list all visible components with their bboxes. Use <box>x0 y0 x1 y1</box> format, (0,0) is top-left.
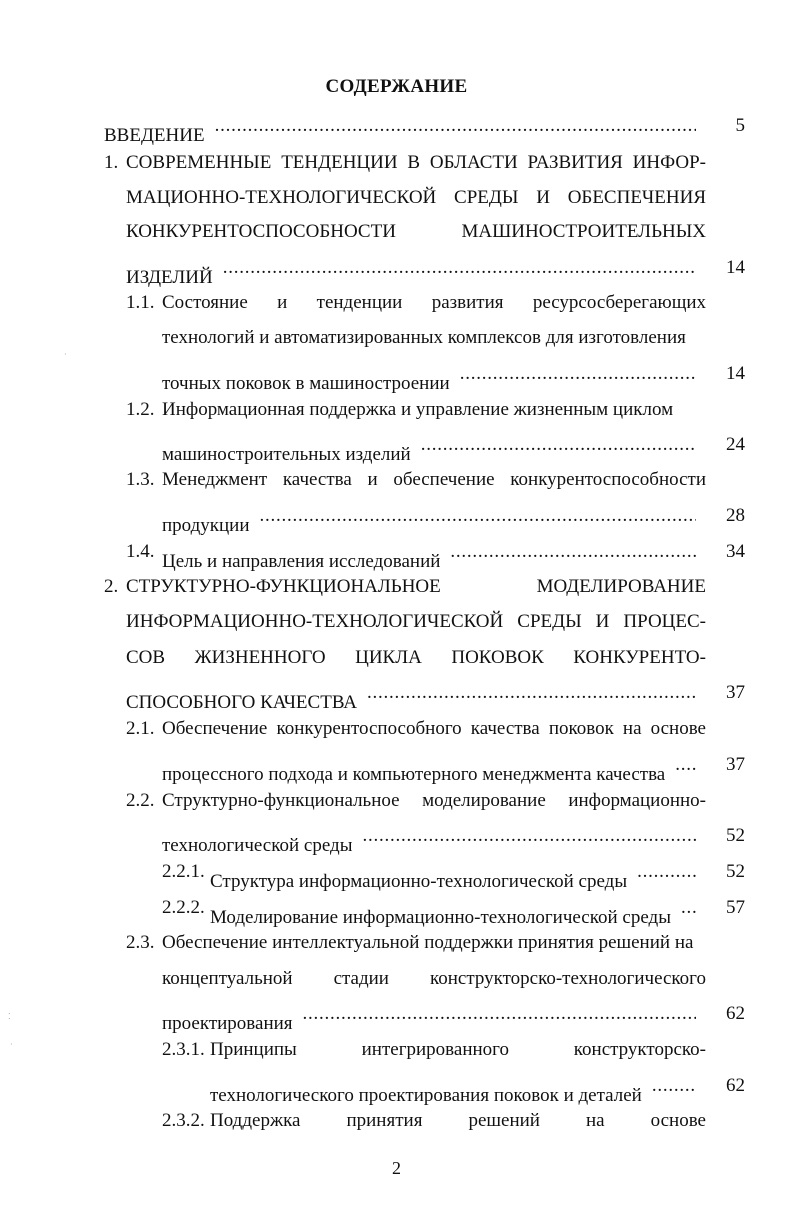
toc-line: ИЗДЕЛИЙ <box>126 267 213 288</box>
toc-entry-2-1[interactable] <box>162 750 704 785</box>
toc-page-number: 34 <box>726 541 745 562</box>
toc-line: проектирования <box>162 1013 293 1034</box>
toc-entry-1-2[interactable] <box>162 430 704 465</box>
page-title: СОДЕРЖАНИЕ <box>325 76 468 97</box>
toc-section-number: 2.2. <box>126 790 155 811</box>
toc-line: СОВ ЖИЗНЕННОГО ЦИКЛА ПОКОВОК КОНКУРЕНТО- <box>126 647 706 668</box>
toc-line: Принципы интегрированного конструкторско- <box>210 1039 706 1060</box>
toc-line: Цель и направления исследований <box>162 551 441 572</box>
dot-leader <box>421 430 696 460</box>
toc-entry-2-2-2[interactable] <box>210 893 704 928</box>
toc-line: ИНФОРМАЦИОННО-ТЕХНОЛОГИЧЕСКОЙ СРЕДЫ И ПРОЦЕС- <box>126 611 706 632</box>
scan-speck: ⁚ <box>8 1012 11 1021</box>
scan-speck: · <box>64 350 67 359</box>
toc-line: машиностроительных изделий <box>162 444 411 465</box>
toc-page-number: 14 <box>726 257 745 278</box>
toc-page-number: 57 <box>726 897 745 918</box>
toc-chapter-number: 1. <box>104 152 119 173</box>
dot-leader <box>460 359 696 389</box>
toc-subsection-number: 2.2.1. <box>162 861 205 882</box>
toc-entry-2-3[interactable] <box>162 999 704 1034</box>
toc-subsection-number: 2.3.2. <box>162 1110 205 1131</box>
dot-leader <box>652 1071 696 1101</box>
toc-page-number: 28 <box>726 505 745 526</box>
toc-line: СТРУКТУРНО-ФУНКЦИОНАЛЬНОЕ МОДЕЛИРОВАНИЕ <box>126 576 706 597</box>
toc-line: Информационная поддержка и управление жизненным циклом <box>162 399 674 420</box>
dot-leader <box>260 501 696 531</box>
toc-entry-title: ВВЕДЕНИЕ <box>104 125 205 146</box>
dot-leader <box>362 821 696 851</box>
toc-line: Обеспечение интеллектуальной поддержки принятия решений на <box>162 932 694 953</box>
toc-section-number: 1.3. <box>126 469 155 490</box>
toc-section-number: 1.4. <box>126 541 155 562</box>
toc-line: Структура информационно-технологической среды <box>210 871 628 892</box>
toc-line: СПОСОБНОГО КАЧЕСТВА <box>126 692 358 713</box>
toc-page-number: 5 <box>735 115 745 136</box>
toc-page-number: 52 <box>726 825 745 846</box>
toc-line: Менеджмент качества и обеспечение конкурентоспособности <box>162 469 706 490</box>
toc-line: Обеспечение конкурентоспособного качества поковок на основе <box>162 718 706 739</box>
dot-leader <box>303 999 696 1029</box>
dot-leader <box>223 253 696 283</box>
toc-line: СОВРЕМЕННЫЕ ТЕНДЕНЦИИ В ОБЛАСТИ РАЗВИТИЯ ИНФОР- <box>126 152 706 173</box>
toc-chapter-number: 2. <box>104 576 119 597</box>
scan-speck: · <box>10 1040 13 1049</box>
toc-subsection-number: 2.2.2. <box>162 897 205 918</box>
toc-section-number: 2.3. <box>126 932 155 953</box>
toc-page-number: 52 <box>726 861 745 882</box>
dot-leader <box>681 893 696 923</box>
toc-page-number: 62 <box>726 1075 745 1096</box>
toc-entry-2-2-1[interactable] <box>210 857 704 892</box>
dot-leader <box>367 678 696 708</box>
toc-page-number: 37 <box>726 754 745 775</box>
toc-entry-1-1[interactable] <box>162 359 704 394</box>
toc-entry-1-3[interactable] <box>162 501 704 536</box>
toc-line: Поддержка принятия решений на основе <box>210 1110 706 1131</box>
toc-line: процессного подхода и компьютерного менеджмента качества <box>162 764 666 785</box>
toc-line: МАЦИОННО-ТЕХНОЛОГИЧЕСКОЙ СРЕДЫ И ОБЕСПЕЧЕНИЯ <box>126 187 706 208</box>
toc-section-number: 2.1. <box>126 718 155 739</box>
toc-entry-intro[interactable] <box>104 111 704 146</box>
toc-entry-ch2[interactable] <box>126 678 704 713</box>
toc-line: продукции <box>162 515 250 536</box>
toc-line: технологической среды <box>162 835 353 856</box>
toc-page-number: 37 <box>726 682 745 703</box>
page-number: 2 <box>392 1158 401 1178</box>
toc-line: концептуальной стадии конструкторско-технологического <box>162 968 706 989</box>
dot-leader <box>215 111 696 141</box>
toc-entry-2-3-1[interactable] <box>210 1071 704 1106</box>
toc-page-number: 62 <box>726 1003 745 1024</box>
toc-line: технологического проектирования поковок и деталей <box>210 1085 642 1106</box>
toc-entry-1-4[interactable] <box>162 537 704 572</box>
dot-leader <box>637 857 696 887</box>
toc-entry-2-2[interactable] <box>162 821 704 856</box>
toc-line: технологий и автоматизированных комплексов для изготовления <box>162 327 686 348</box>
toc-entry-ch1[interactable] <box>126 253 704 288</box>
toc-line: Структурно-функциональное моделирование информационно- <box>162 790 706 811</box>
dot-leader <box>675 750 696 780</box>
toc-line: КОНКУРЕНТОСПОСОБНОСТИ МАШИНОСТРОИТЕЛЬНЫХ <box>126 221 706 242</box>
toc-line: точных поковок в машиностроении <box>162 373 450 394</box>
toc-line: Моделирование информационно-технологической среды <box>210 907 671 928</box>
toc-section-number: 1.1. <box>126 292 155 313</box>
toc-section-number: 1.2. <box>126 399 155 420</box>
toc-subsection-number: 2.3.1. <box>162 1039 205 1060</box>
toc-page-number: 14 <box>726 363 745 384</box>
toc-page-number: 24 <box>726 434 745 455</box>
toc-line: Состояние и тенденции развития ресурсосберегающих <box>162 292 706 313</box>
dot-leader <box>450 537 696 567</box>
